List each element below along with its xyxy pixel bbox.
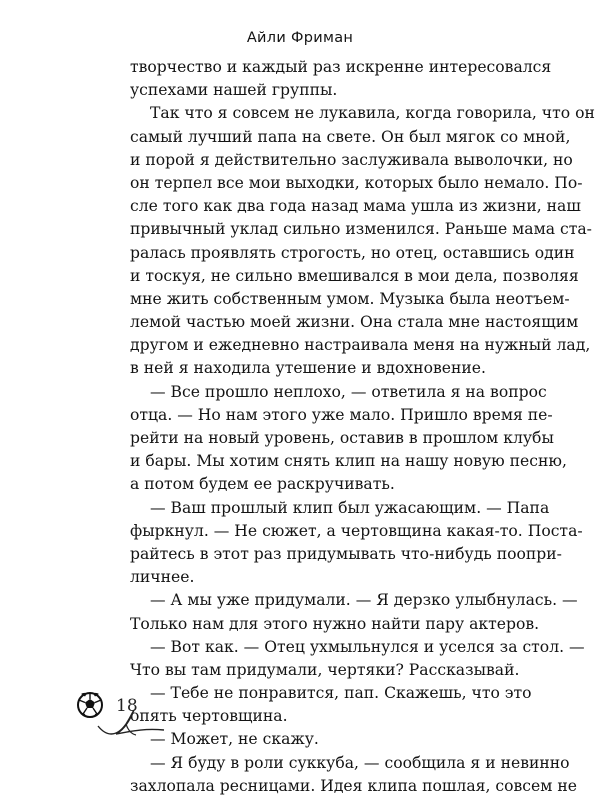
text-line: в ней я находила утешение и вдохновение.: [130, 359, 486, 378]
text-line: фыркнул. — Не сюжет, а чертовщина какая-то. Поста-: [130, 521, 583, 540]
text-line: — Все прошло неплохо, — ответила я на вопрос: [150, 382, 547, 401]
text-line: — Я буду в роли суккуба, — сообщила я и невинно: [150, 753, 570, 772]
soccer-ball-icon: [78, 693, 102, 717]
text-line: и порой я действительно заслуживала выволочки, но: [130, 150, 573, 169]
page-number: 18: [116, 696, 138, 716]
text-line: мне жить собственным умом. Музыка была неотъем-: [130, 289, 570, 308]
text-line: ралась проявлять строгость, но отец, оставшись один: [130, 243, 575, 262]
page-footer: [68, 680, 208, 740]
text-line: и бары. Мы хотим снять клип на нашу новую песню,: [130, 452, 567, 471]
text-line: лемой частью моей жизни. Она стала мне настоящим: [130, 313, 579, 332]
text-line: и тоскуя, не сильно вмешивался в мои дела, позволяя: [130, 266, 579, 285]
text-line: рейти на новый уровень, оставив в прошлом клубы: [130, 429, 554, 447]
text-line: успехами нашей группы.: [130, 81, 338, 100]
text-line: Так что я совсем не лукавила, когда говорила, что он: [150, 104, 595, 123]
text-line: захлопала ресницами. Идея клипа пошлая, совсем не: [130, 776, 577, 795]
text-line: райтесь в этот раз придумывать что-нибудь поопри-: [130, 544, 562, 563]
text-line: другом и ежедневно настраивала меня на нужный лад,: [130, 336, 591, 355]
text-line: сле того как два года назад мама ушла из жизни, наш: [130, 197, 581, 216]
text-line: Что вы там придумали, чертяки? Рассказывай.: [130, 660, 520, 679]
footer-ornament-icon: [68, 680, 208, 740]
text-line: личнее.: [130, 568, 195, 587]
text-line: опять чертовщина.: [130, 707, 288, 726]
text-line: он терпел все мои выходки, которых было немало. По-: [130, 173, 583, 192]
text-line: — Ваш прошлый клип был ужасающим. — Папа: [150, 498, 550, 517]
text-line: — Тебе не понравится, пап. Скажешь, что это: [150, 684, 532, 703]
text-line: а потом будем ее раскручивать.: [130, 475, 395, 494]
author-name: Айли Фриман: [246, 30, 354, 46]
text-line: самый лучший папа на свете. Он был мягок со мной,: [130, 127, 571, 146]
text-line: привычный уклад сильно изменился. Раньше мама ста-: [130, 220, 592, 239]
running-header: [0, 30, 600, 46]
text-line: — А мы уже придумали. — Я дерзко улыбнулась. —: [150, 591, 578, 610]
text-line: — Может, не скажу.: [150, 730, 319, 749]
text-line: творчество и каждый раз искренне интересовался: [130, 58, 552, 76]
text-line: отца. — Но нам этого уже мало. Пришло время пе-: [130, 405, 553, 424]
text-line: Только нам для этого нужно найти пару актеров.: [130, 614, 540, 633]
text-line: — Вот как. — Отец ухмыльнулся и уселся за стол. —: [150, 637, 585, 656]
